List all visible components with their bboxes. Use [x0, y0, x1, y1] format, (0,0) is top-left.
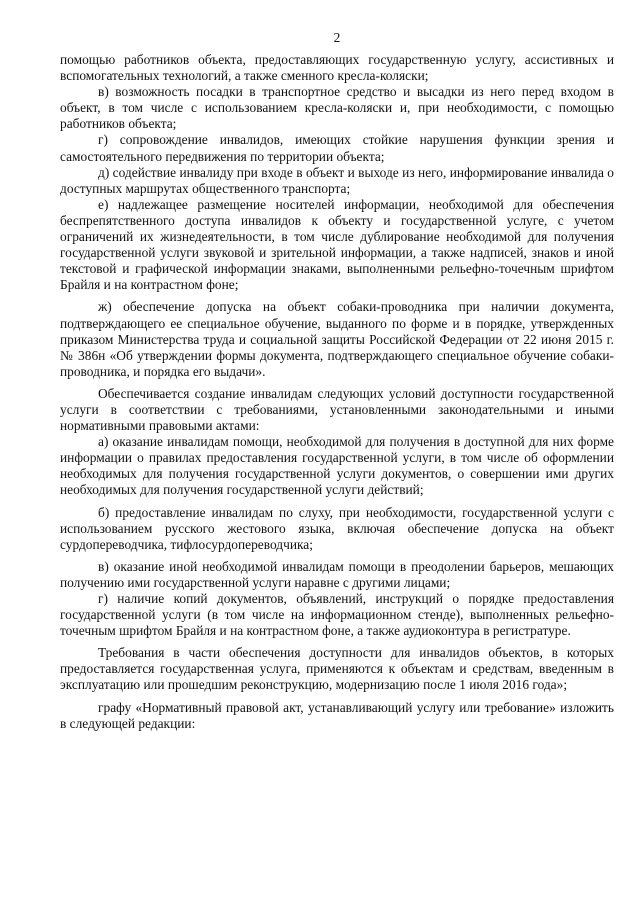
paragraph-item-a: а) оказание инвалидам помощи, необходимой для получения в доступной для них форме информации о правилах предоставления государственной услуги, в том числе об оформлении необходимых для получения государственной услуги документов, о совершении ими других необходимых для получения государственной услуги действий;: [60, 434, 614, 498]
paragraph-continuation: помощью работников объекта, предоставляющих государственную услугу, ассистивных и вспомогательных технологий, а также сменного кресла-коляски;: [60, 52, 614, 84]
paragraph-item-v2: в) оказание иной необходимой инвалидам помощи в преодолении барьеров, мешающих получению ими государственной услуги наравне с другими лицами;: [60, 558, 614, 590]
paragraph-item-d: д) содействие инвалиду при входе в объект и выходе из него, информирование инвалида о доступных маршрутах общественного транспорта;: [60, 164, 614, 196]
paragraph-conditions-intro: Обеспечивается создание инвалидам следующих условий доступности государственной услуги в соответствии с требованиями, установленными законодательными и иными нормативными правовыми актами:: [60, 385, 614, 434]
document-page: [60, 30, 614, 732]
paragraph-column-edit: графу «Нормативный правовой акт, устанавливающий услугу или требование» изложить в следующей редакции:: [60, 699, 614, 731]
paragraph-item-g: г) сопровождение инвалидов, имеющих стойкие нарушения функции зрения и самостоятельного передвижения по территории объекта;: [60, 132, 614, 164]
paragraph-item-g2: г) наличие копий документов, объявлений, инструкций о порядке предоставления государственной услуги (в том числе на информационном стенде), выполненных рельефно-точечным шрифтом Брайля и на контрастном фоне, а также аудиоконтура в регистратуре.: [60, 591, 614, 639]
paragraph-item-v: в) возможность посадки в транспортное средство и высадки из него перед входом в объект, в том числе с использованием кресла-коляски и, при необходимости, с помощью работников объекта;: [60, 84, 614, 132]
page-number: 2: [333, 30, 341, 45]
paragraph-item-zh: ж) обеспечение допуска на объект собаки-проводника при наличии документа, подтверждающего ее специальное обучение, выданного по форме и в порядке, утвержденных приказом Министерства труда и социальной защиты Российской Федерации от 22 июня 2015 г. № 386н «Об утверждении формы документа, подтверждающего специальное обучение собаки-проводника, и порядка его выдачи».: [60, 299, 614, 379]
paragraph-item-b: б) предоставление инвалидам по слуху, при необходимости, государственной услуги с использованием русского жестового языка, включая обеспечение допуска на объект сурдопереводчика, тифлосурдопереводчика;: [60, 504, 614, 552]
paragraph-requirements: Требования в части обеспечения доступности для инвалидов объектов, в которых предоставляется государственная услуга, применяются к объектам и средствам, введенным в эксплуатацию или прошедшим реконструкцию, модернизацию после 1 июля 2016 года»;: [60, 645, 614, 693]
paragraph-item-e: е) надлежащее размещение носителей информации, необходимой для обеспечения беспрепятственного доступа инвалидов к объекту и государственной услуге, с учетом ограничений их жизнедеятельности, в том числе дублирование необходимой для получения государственной услуги звуковой и зрительной информации, а также надписей, знаков и иной текстовой и графической информации знаками, выполненными рельефно-точечным шрифтом Брайля и на контрастном фоне;: [60, 196, 614, 293]
